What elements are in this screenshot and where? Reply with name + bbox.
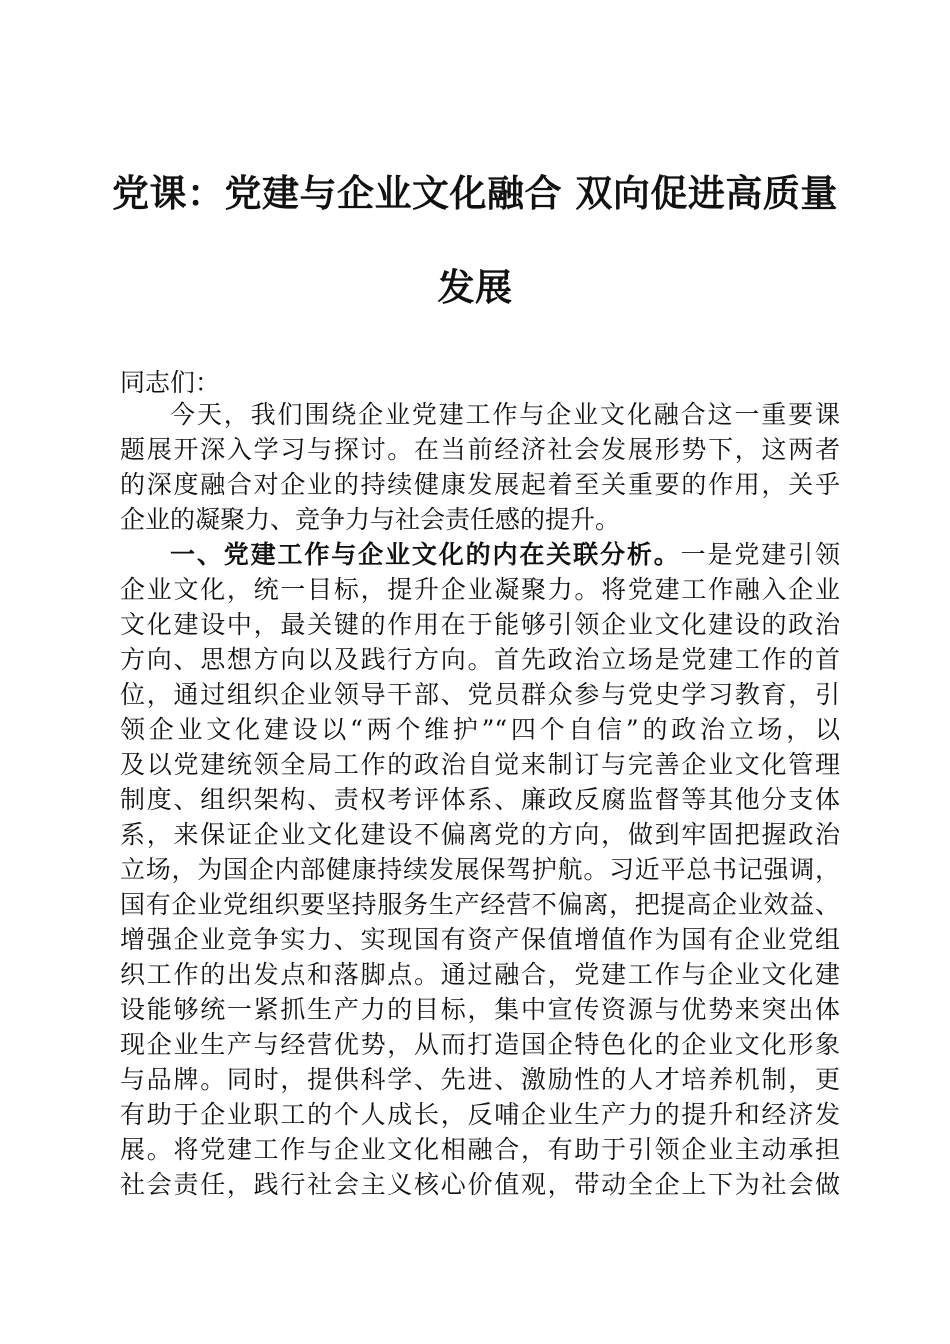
intro-line: 题展开深入学习与探讨。在当前经济社会发展形势下，这两者: [120, 435, 840, 464]
body-line: 社会责任，践行社会主义核心价值观，带动全企上下为社会做: [120, 1170, 840, 1199]
body-line: 现企业生产与经营优势，从而打造国企特色化的企业文化形象: [120, 1030, 840, 1059]
body-line: 文化建设中，最关键的作用在于能够引领企业文化建设的政治: [120, 610, 840, 639]
body-line: 及以党建统领全局工作的政治自觉来制订与完善企业文化管理: [120, 750, 840, 779]
body-line: 方向、思想方向以及践行方向。首先政治立场是党建工作的首: [120, 645, 840, 674]
intro-line: 的深度融合对企业的持续健康发展起着至关重要的作用，关乎: [120, 470, 840, 499]
body-line: 织工作的出发点和落脚点。通过融合，党建工作与企业文化建: [120, 960, 840, 989]
section-1-first-line: [170, 540, 840, 570]
body-line: 领企业文化建设以“两个维护”“四个自信”的政治立场，以: [120, 715, 840, 744]
section-1-heading: 一、党建工作与企业文化的内在关联分析。: [170, 540, 681, 569]
body-line: 增强企业竞争实力、实现国有资产保值增值作为国有企业党组: [120, 925, 840, 954]
body-line: 企业文化，统一目标，提升企业凝聚力。将党建工作融入企业: [120, 575, 840, 604]
document-title-line-1: 党课：党建与企业文化融合 双向促进高质量: [112, 171, 838, 215]
body-line: 系，来保证企业文化建设不偏离党的方向，做到牢固把握政治: [120, 820, 840, 849]
body-line: 设能够统一紧抓生产力的目标，集中宣传资源与优势来突出体: [120, 995, 840, 1024]
body-line: 制度、组织架构、责权考评体系、廉政反腐监督等其他分支体: [120, 785, 840, 814]
body-line: 位，通过组织企业领导干部、党员群众参与党史学习教育，引: [120, 680, 840, 709]
body-line: 与品牌。同时，提供科学、先进、激励性的人才培养机制，更: [120, 1065, 840, 1094]
body-line: 立场，为国企内部健康持续发展保驾护航。习近平总书记强调，: [120, 855, 840, 884]
intro-line: 企业的凝聚力、竞争力与社会责任感的提升。: [120, 505, 621, 534]
body-line: 国有企业党组织要坚持服务生产经营不偏离，把提高企业效益、: [120, 890, 840, 919]
body-line: 有助于企业职工的个人成长，反哺企业生产力的提升和经济发: [120, 1100, 840, 1129]
body-line: 展。将党建工作与企业文化相融合，有助于引领企业主动承担: [120, 1135, 840, 1164]
section-1-first-line-text: 一是党建引领: [680, 540, 840, 569]
intro-line: 今天，我们围绕企业党建工作与企业文化融合这一重要课: [170, 400, 840, 429]
salutation: 同志们：: [120, 368, 221, 397]
document-title-line-2: 发展: [437, 265, 513, 309]
